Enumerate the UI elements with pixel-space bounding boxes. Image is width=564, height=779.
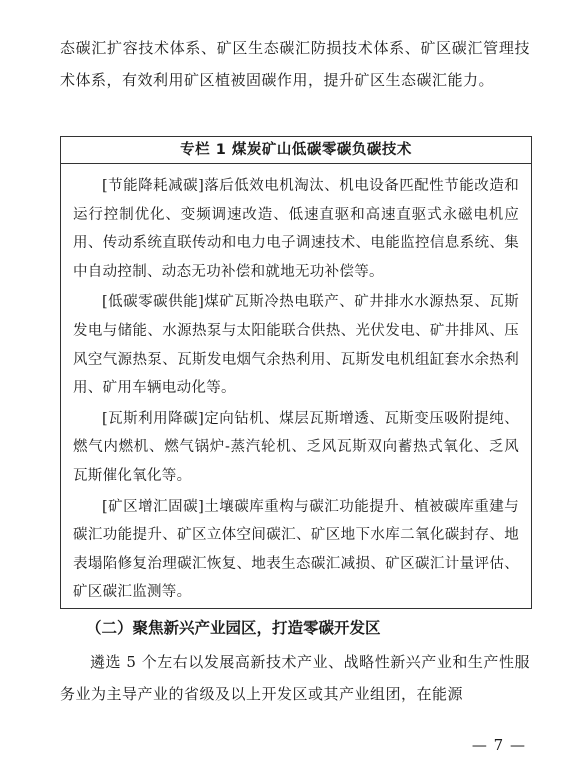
section-body-paragraph: 遴选 5 个左右以发展高新技术产业、战略性新兴产业和生产性服务业为主导产业的省级及以上开发区或其产业组团，在能源 [60, 653, 530, 703]
sidebar-box [60, 136, 532, 609]
box-paragraph-gas-utilization: [瓦斯利用降碳]定向钻机、煤层瓦斯增透、瓦斯变压吸附提纯、燃气内燃机、燃气锅炉-蒸汽轮机、乏风瓦斯双向蓄热式氧化、乏风瓦斯催化氧化等。 [73, 410, 519, 484]
section-heading: （二）聚焦新兴产业园区，打造零碳开发区 [86, 619, 381, 637]
intro-paragraph: 态碳汇扩容技术体系、矿区生态碳汇防损技术体系、矿区碳汇管理技术体系，有效利用矿区植被固碳作用，提升矿区生态碳汇能力。 [60, 39, 530, 89]
box-paragraph-low-carbon-supply: [低碳零碳供能]煤矿瓦斯冷热电联产、矿井排水水源热泵、瓦斯发电与储能、水源热泵与太阳能联合供热、光伏发电、矿井排风、压风空气源热泵、瓦斯发电烟气余热利用、瓦斯发电机组缸套水余热利用、矿用车辆电动化等。 [73, 294, 519, 397]
box-body [61, 164, 531, 607]
box-paragraph-carbon-sink: [矿区增汇固碳]土壤碳库重构与碳汇功能提升、植被碳库重建与碳汇功能提升、矿区立体空间碳汇、矿区地下水库二氧化碳封存、地表塌陷修复治理碳汇恢复、地表生态碳汇减损、矿区碳汇计量评估、矿区碳汇监测等。 [73, 498, 519, 601]
page-number: — 7 — [471, 736, 526, 754]
box-title: 专栏 1 煤炭矿山低碳零碳负碳技术 [61, 137, 531, 164]
box-paragraph-energy-saving: [节能降耗减碳]落后低效电机淘汰、机电设备匹配性节能改造和运行控制优化、变频调速改造、低速直驱和高速直驱式永磁电机应用、传动系统直联传动和电力电子调速技术、电能监控信息系统、集中自动控制、动态无功补偿和就地无功补偿等。 [73, 178, 519, 280]
